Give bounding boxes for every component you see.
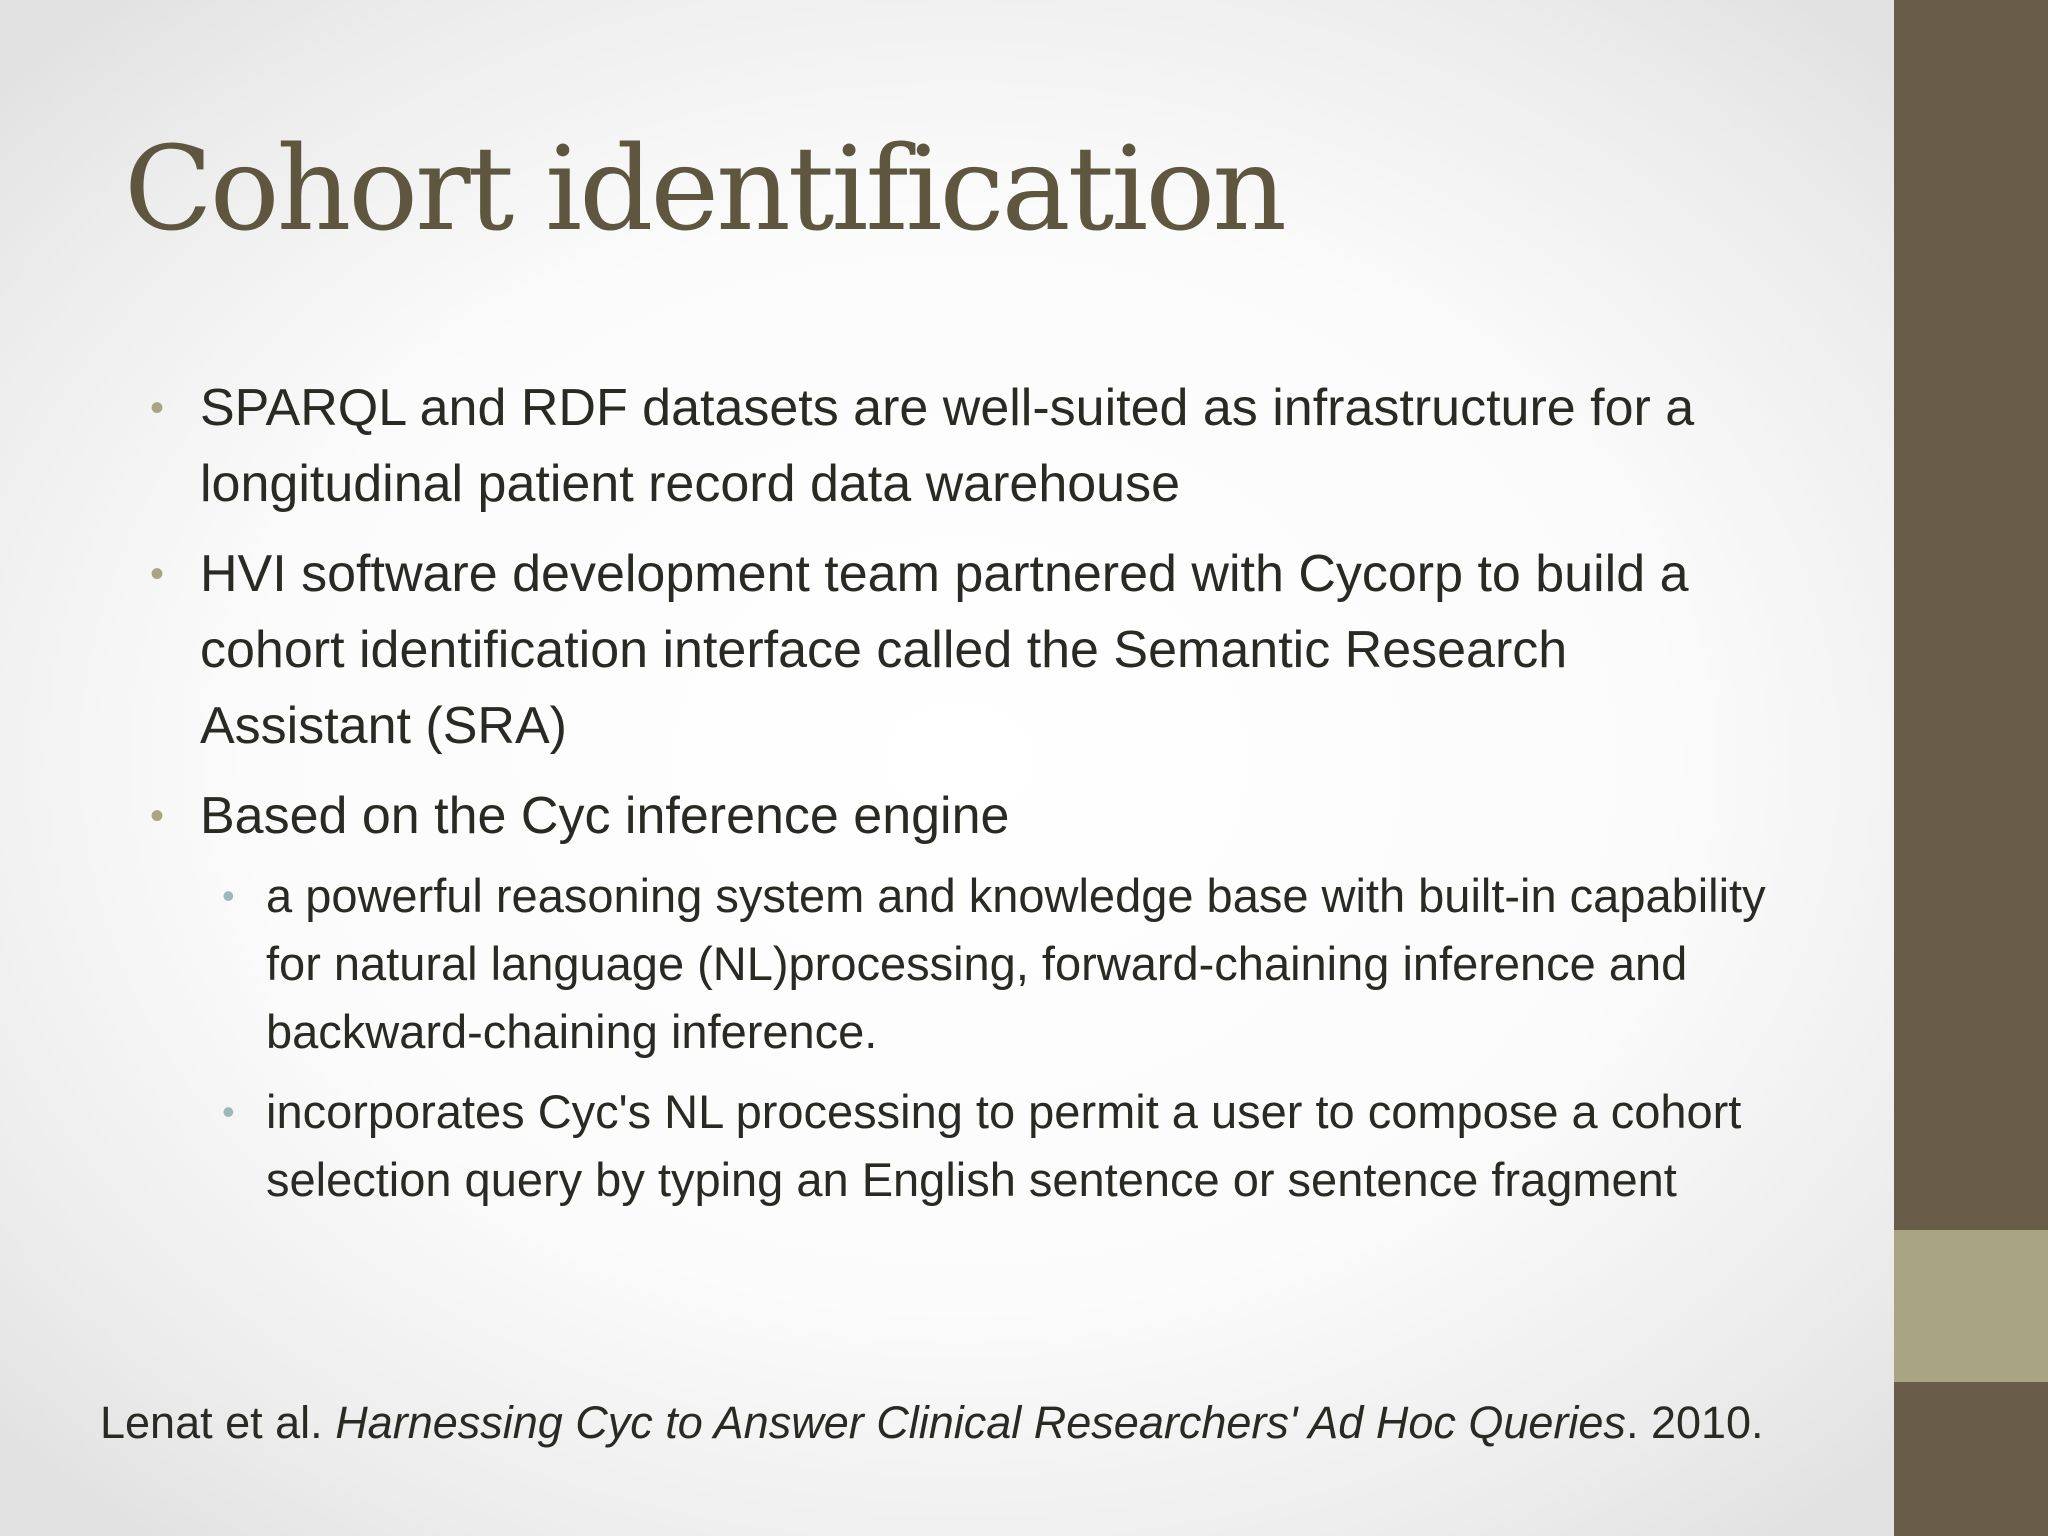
bullet-icon: • bbox=[150, 386, 165, 430]
bullet-list bbox=[148, 370, 1788, 1228]
citation-year: . 2010. bbox=[1625, 1397, 1764, 1448]
sidebar-accent-decoration bbox=[1894, 1230, 2048, 1382]
sub-bullet-icon: • bbox=[222, 875, 235, 916]
sub-bullet-text: a powerful reasoning system and knowledge base with built-in capability for natural language (NL)processing, forward-chaining inference and backward-chaining inference. bbox=[266, 869, 1766, 1058]
sub-bullet-item bbox=[200, 1078, 1788, 1214]
bullet-item bbox=[148, 536, 1788, 764]
citation-work-title: Harnessing Cyc to Answer Clinical Researchers' Ad Hoc Queries bbox=[335, 1397, 1626, 1448]
citation-authors: Lenat et al. bbox=[100, 1397, 336, 1448]
bullet-icon: • bbox=[150, 794, 165, 838]
sub-bullet-icon: • bbox=[222, 1091, 235, 1132]
bullet-text: Based on the Cyc inference engine bbox=[200, 787, 1010, 845]
bullet-text: HVI software development team partnered with Cycorp to build a cohort identification interface called the Semantic Research Assistant (SRA) bbox=[200, 545, 1689, 755]
bullet-icon: • bbox=[150, 552, 165, 596]
bullet-item bbox=[148, 370, 1788, 522]
bullet-text: SPARQL and RDF datasets are well-suited as infrastructure for a longitudinal patient record data warehouse bbox=[200, 379, 1695, 513]
citation bbox=[100, 1393, 1764, 1453]
bullet-item bbox=[148, 778, 1788, 1214]
sub-bullet-text: incorporates Cyc's NL processing to permit a user to compose a cohort selection query by typing an English sentence or sentence fragment bbox=[266, 1085, 1742, 1206]
sub-bullet-item bbox=[200, 862, 1788, 1066]
sub-bullet-list bbox=[200, 862, 1788, 1214]
slide-title: Cohort identification bbox=[124, 122, 1284, 257]
